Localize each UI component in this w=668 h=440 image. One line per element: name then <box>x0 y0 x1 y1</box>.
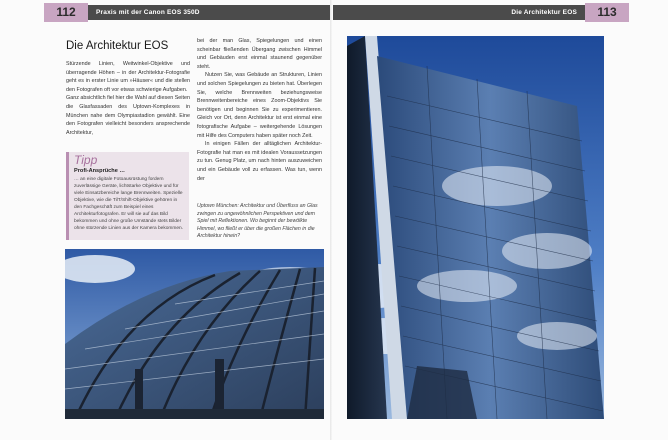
tower-photo <box>347 36 604 419</box>
left-page <box>0 0 333 440</box>
tip-subtitle: Profi-Ansprüche … <box>74 168 125 174</box>
page-number-left: 112 <box>44 3 88 22</box>
tip-box <box>66 152 189 240</box>
page-number-right: 113 <box>585 3 629 22</box>
glass-facade-photo <box>65 249 324 419</box>
paragraph-1: Stürzende Linien, Weitwinkel-Objektive und überragende Höhen – in der Architektur-Fotografie geht es in erster Linie um »Häuser« und die stellen den Fotografen oft vor etwas schwierige Aufgaben. <box>66 61 190 93</box>
paragraph-5: In einigen Fällen der alltäglichen Architektur-Fotografie hat man es mit idealen Voraussetzungen zu tun. Genug Platz, um nach hinten auszuweichen und ein Gebäude voll zu erfassen. Was tun, wenn der <box>197 141 322 182</box>
paragraph-2: Ganz absichtlich fiel hier die Wahl auf diesen Seiten die Glasfassaden des Uptown-Komplexes in München nahe dem Olympiastadion gewählt. Eine den Fotografen vielleicht besonders ansprechende Architektur, <box>66 95 190 136</box>
section-heading: Die Architektur EOS <box>66 40 169 52</box>
right-page <box>333 0 668 440</box>
tip-text: … an eine digitale Fotoausrüstung fordern zuverlässige Geräte, lichtstarke Objektive und für viele Einsatzbereiche lange Brennweiten. Spezielle Objektive, wie die TilT/Shift-Objektive gehören in den Fachgeschäft zum Beispiel eines Architekturfotografen. Er will sie auf das Bild bekommen und ohne große Umstände stets Bilder ohne stürzende Linien aus der Kamera bekommen. <box>74 177 184 231</box>
running-head-left: Praxis mit der Canon EOS 350D <box>44 5 333 20</box>
paragraph-4: Nutzen Sie, was Gebäude an Strukturen, Linien und solchen Spiegelungen zu bieten hat. Überlegen Sie, welche Brennweiten beziehungsweise Brennweitenbereiche eines Zoom-Objektivs Sie benötigen und beginnen Sie zu experimentieren. Gleich vor Ort, denn Architektur ist erst einmal eine fotografische Aufgabe – weitergehende Lösungen mit Hilfe des Computers haben später noch Zeit. <box>197 72 322 139</box>
paragraph-3: bei der man Glas, Spiegelungen und einen scheinbar fließenden Übergang zwischen Himmel und Gebäuden erst einmal staunend gegenüber steht. <box>197 38 322 70</box>
running-head-right: Die Architektur EOS <box>333 5 585 20</box>
text-column-2 <box>197 37 322 183</box>
text-column-1 <box>66 60 190 137</box>
tip-title: Tipp <box>74 153 98 167</box>
photo-caption: Uptown München: Architektur und Überfluss an Glas zwingen zu ungewöhnlichen Perspektiven und dem Spiel mit Reflektionen. Wo beginnt der bewölkte Himmel, wo fließt er über die großen Flächen in die Architektur hinein? <box>197 203 318 240</box>
